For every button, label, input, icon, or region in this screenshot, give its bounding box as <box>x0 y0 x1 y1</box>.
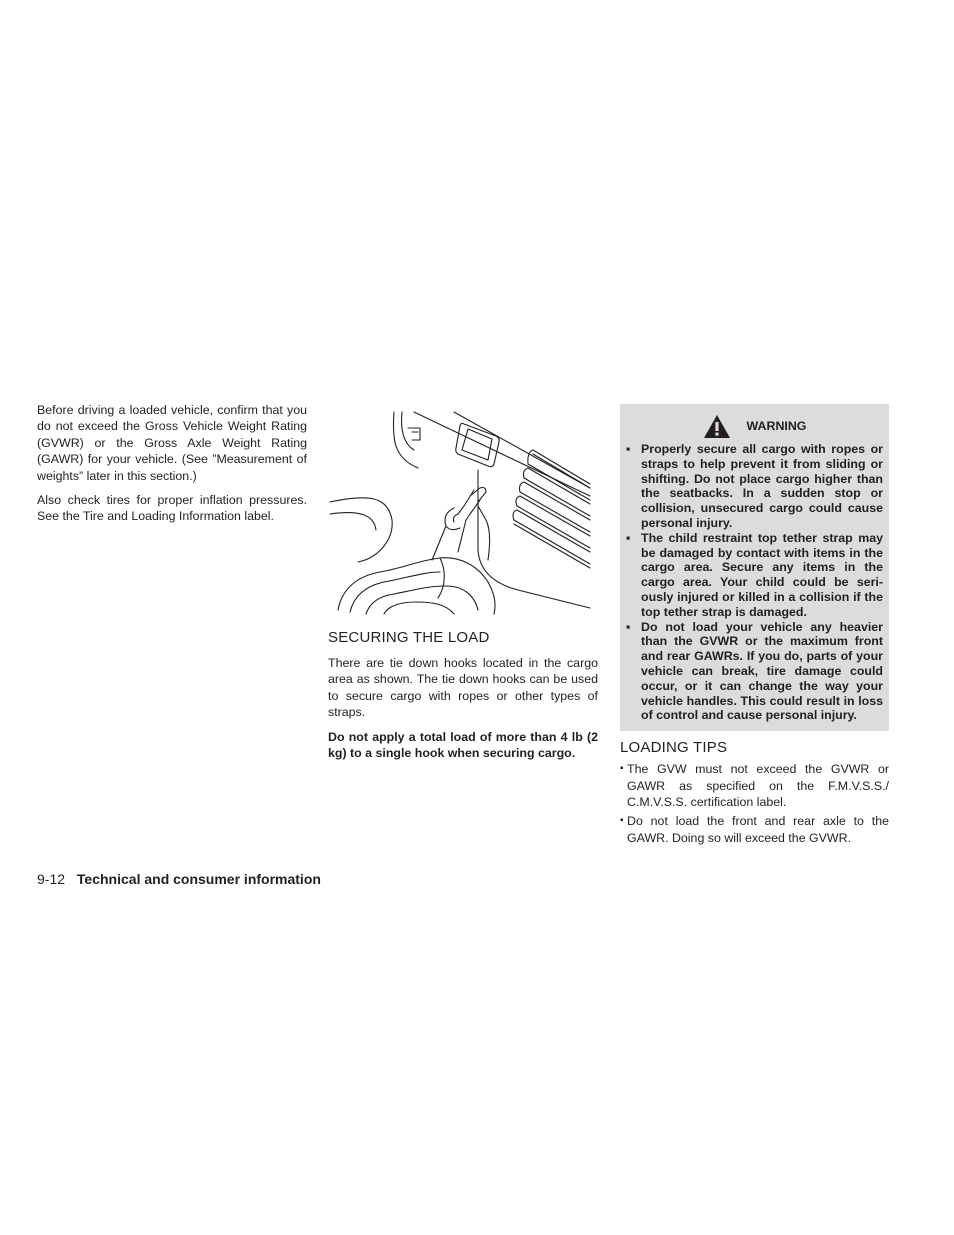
warning-item <box>626 620 883 724</box>
right-column <box>620 404 889 849</box>
tie-down-hook-illustration <box>328 410 598 615</box>
loading-tip-item <box>620 761 889 810</box>
loading-tips-list <box>620 761 889 846</box>
loading-tip-item <box>620 813 889 846</box>
warning-box <box>620 404 889 731</box>
left-column <box>37 402 307 533</box>
loading-tip-text: Do not load the front and rear axle to the GAWR. Doing so will exceed the GVWR. <box>627 814 889 845</box>
warning-header <box>626 412 883 440</box>
warning-bullet: ▪ <box>626 530 631 545</box>
warning-item <box>626 442 883 531</box>
loading-tip-text: The GVW must not exceed the GVWR or GAWR as specified on the F.M.V.S.S./ C.M.V.S.S. certification label. <box>627 762 889 809</box>
tip-bullet: ▪ <box>620 815 624 827</box>
warning-item-text: Properly secure all cargo with ropes or straps to help prevent it from sliding or shifting. Do not place cargo higher than the seatbacks. In a sudden stop or collision, unsecured cargo could cause personal injury. <box>641 442 883 530</box>
page-footer <box>37 871 321 887</box>
tip-bullet: ▪ <box>620 763 624 775</box>
warning-bullet: ▪ <box>626 619 631 634</box>
middle-column <box>328 410 598 769</box>
warning-item-text: Do not load your vehicle any heavier than the GVWR or the maximum front and rear GAWRs. If you do, parts of your vehicle can break, tire damage could occur, or it can change the way your vehicle handles. This could result in loss of control and cause personal injury. <box>641 619 883 723</box>
warning-bullet: ▪ <box>626 442 631 456</box>
page-number: 9-12 <box>37 871 66 887</box>
section-title: Technical and consumer information <box>76 871 321 887</box>
loading-tips-heading: LOADING TIPS <box>620 739 728 757</box>
gvwr-paragraph: Before driving a loaded vehicle, confirm that you do not exceed the Gross Vehicle Weight Rating (GVWR) or the Gross Axle Weight Rating (GAWR) for your vehicle. (See ”Measurement of weights” later in this section.) <box>37 403 307 483</box>
warning-list <box>626 442 883 723</box>
securing-caution: Do not apply a total load of more than 4 lb (2 kg) to a single hook when securing cargo. <box>328 729 598 761</box>
securing-paragraph: There are tie down hooks located in the cargo area as shown. The tie down hooks can be used to secure cargo with ropes or other types of straps. <box>328 656 598 720</box>
warning-item-text: The child restraint top tether strap may be damaged by contact with items in the cargo area. Secure any items in the cargo area. Your child could be seri-ously injured or killed in a collision if the top tether strap is damaged. <box>641 530 883 619</box>
tire-paragraph: Also check tires for proper inflation pressures. See the Tire and Loading Information label. <box>37 493 307 524</box>
warning-item <box>626 531 883 620</box>
securing-heading: SECURING THE LOAD <box>328 629 490 646</box>
warning-title: WARNING <box>746 418 807 433</box>
warning-triangle-icon <box>703 414 731 439</box>
